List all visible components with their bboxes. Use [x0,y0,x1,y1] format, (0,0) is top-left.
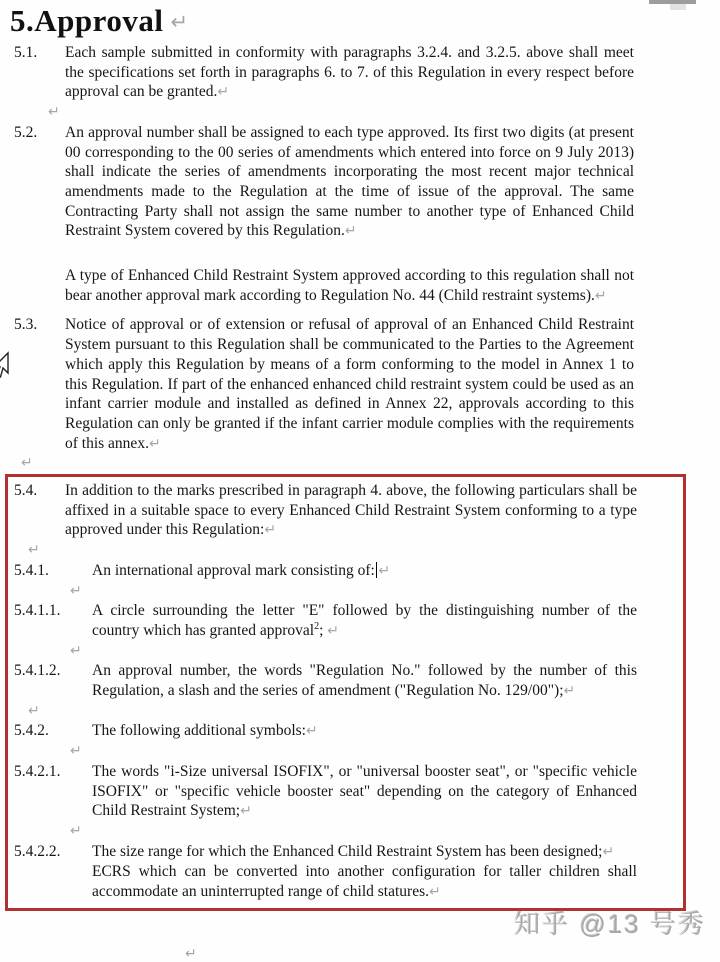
pilcrow-mark: ↵ [563,683,576,700]
doc-paragraph[interactable] [14,762,637,822]
pilcrow-mark: ↵ [28,542,40,559]
paragraph-text: A circle surrounding the letter "E" followed by the distinguishing number of the country which has granted approval [92,602,637,639]
paragraph-text: Each sample submitted in conformity with paragraphs 3.2.4. and 3.2.5. above shall meet the specifications set forth in paragraphs 6. to 7. of this Regulation in every respect before approval can be granted. [65,44,634,101]
pilcrow-mark: ↵ [70,822,82,839]
paragraph-text: An international approval mark consisting of: [92,561,375,579]
paragraph-number: 5.4.2.1. [14,762,61,780]
doc-paragraph[interactable] [14,123,634,242]
paragraph-number: 5.4.1. [14,561,49,579]
paragraph-number: 5.4.2.2. [14,842,61,860]
blank-line [8,582,683,602]
paragraph-text: ; [319,621,328,639]
pilcrow-mark: ↵ [28,702,40,719]
pilcrow-mark: ↵ [21,455,33,472]
blank-line [0,306,720,315]
pilcrow-mark: ↵ [594,287,607,304]
blank-line [8,642,683,662]
paragraph-text: The following additional symbols: [92,722,306,740]
watermark: 知乎 @13 号秀 [514,909,706,939]
paragraph-text: The size range for which the Enhanced Child Restraint System has been designed; [92,842,603,860]
paragraph-text: Notice of approval or of extension or refusal of approval of an Enhanced Child Restraint System pursuant to this Regulation shall be communicated to the Parties to the Agreement which apply this Regulation by means of a form conforming to the model in Annex 1 to this Regulation. If part of the enhanced enhanced child restraint system could be used as an infant carrier module and installed as defined in Annex 22, approvals according to this Regulation can only be granted if the infant carrier module complies with the requirements of this annex. [65,316,634,452]
pilcrow-mark: ↵ [70,743,82,760]
pilcrow-mark: ↵ [344,223,357,240]
paragraph-number: 5.4. [14,482,38,500]
section-heading[interactable] [10,2,720,41]
doc-paragraph[interactable] [14,601,637,641]
paragraph-text: The words "i-Size universal ISOFIX", or "universal booster seat", or "specific vehicle ISOFIX" or "specific vehicle booster seat" depending on the category of Enhanced Child Restraint System; [92,762,637,820]
doc-paragraph[interactable] [14,842,637,903]
pilcrow-mark: ↵ [240,803,252,820]
doc-paragraph[interactable] [14,661,637,701]
pilcrow-mark: ↵ [70,582,82,599]
paragraph-text: In addition to the marks prescribed in paragraph 4. above, the following particulars shall be affixed in a suitable space to every Enhanced Child Restraint System conforming to a type approved under this Regulation: [65,482,637,539]
blank-line [0,242,720,266]
pilcrow-mark: ↵ [48,104,60,121]
blank-line [0,103,720,123]
pilcrow-mark: ↵ [70,642,82,659]
pilcrow-mark: ↵ [602,843,615,860]
pilcrow-mark: ↵ [305,723,318,740]
blank-line [0,454,720,474]
blank-line [8,541,683,561]
pilcrow-mark: ↵ [170,10,189,34]
highlight-box [5,474,686,911]
blank-line [8,742,683,762]
pilcrow-mark: ↵ [327,622,340,639]
pilcrow-mark: ↵ [185,946,197,962]
footnote-ref: 2 [314,620,320,632]
paragraph-number: 5.2. [14,123,38,141]
pilcrow-mark: ↵ [148,435,161,452]
paragraph-number: 5.4.1.1. [14,602,61,620]
doc-paragraph[interactable] [65,266,634,306]
scrollbar-fragment [670,4,686,10]
blank-line [8,702,683,722]
paragraph-text: An approval number, the words "Regulation No." followed by the number of this Regulation, a slash and the series of amendment ("Regulation No. 129/00"); [92,662,637,700]
pilcrow-mark: ↵ [217,84,230,101]
doc-paragraph[interactable] [14,561,637,582]
mouse-cursor-icon [0,350,12,380]
paragraph-text: ECRS which can be converted into another configuration for taller children shall accommodate an uninterrupted range of child statures. [92,863,637,900]
section-heading-text: 5.Approval [10,3,164,38]
pilcrow-mark: ↵ [264,522,277,539]
paragraph-number: 5.4.1.2. [14,662,61,680]
doc-paragraph[interactable] [14,315,634,454]
blank-line [8,822,683,842]
paragraph-text: A type of Enhanced Child Restraint System approved according to this regulation shall not bear another approval mark according to Regulation No. 44 (Child restraint systems). [65,267,634,304]
pilcrow-mark: ↵ [378,562,391,579]
doc-paragraph[interactable] [14,43,634,103]
pilcrow-mark: ↵ [429,884,441,900]
doc-paragraph[interactable] [14,481,637,541]
paragraph-text: An approval number shall be assigned to each type approved. Its first two digits (at present 00 corresponding to the 00 series of amendments which entered into force on 9 July 2013) shall indicate the series of amendments incorporating the most recent major technical amendments made to the Regulation at the time of issue of the approval. The same Contracting Party shall not assign the same number to another type of Enhanced Child Restraint System covered by this Regulation. [65,123,634,240]
paragraph-number: 5.3. [14,316,38,334]
doc-paragraph[interactable] [14,721,637,742]
paragraph-number: 5.4.2. [14,722,49,740]
paragraph-list [0,43,720,474]
paragraph-number: 5.1. [14,44,38,61]
